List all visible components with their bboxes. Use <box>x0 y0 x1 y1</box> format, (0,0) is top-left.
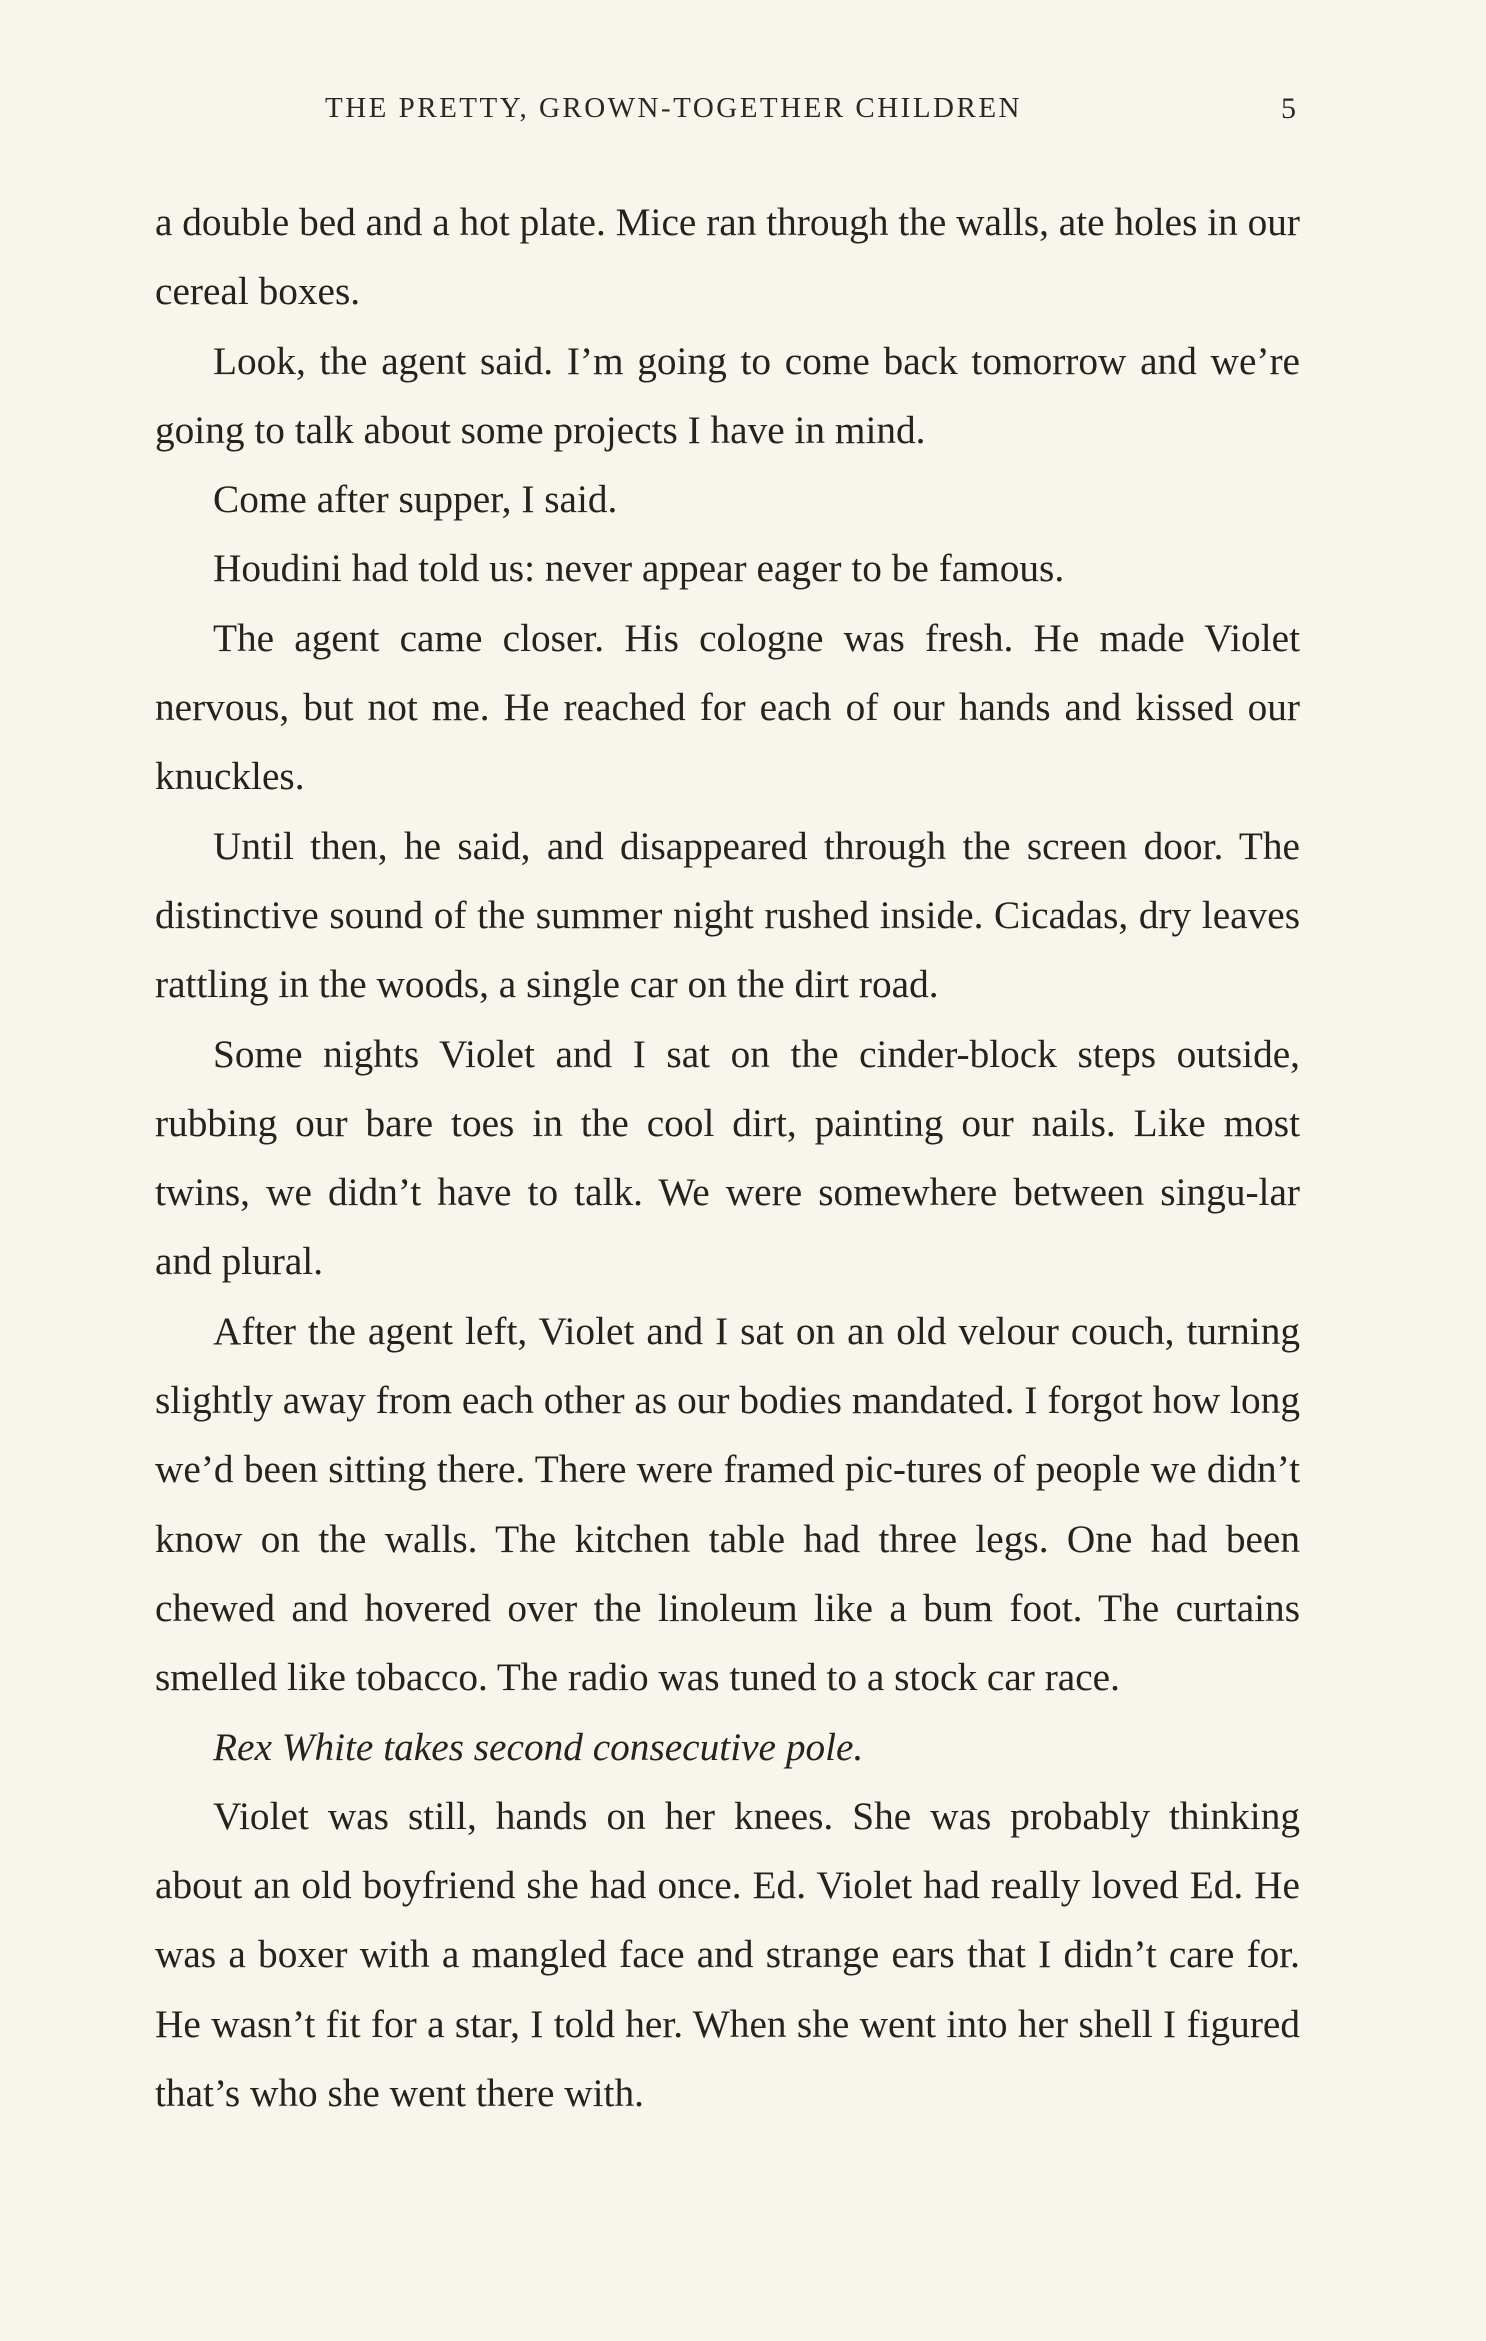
paragraph: Come after supper, I said. <box>213 477 618 522</box>
paragraph-continued: a double bed and a hot plate. Mice ran through the walls, ate holes in our cereal boxes. <box>155 200 1300 314</box>
paragraph: Until then, he said, and disappeared through the screen door. The distinctive sound of the summer night rushed inside. Cicadas, dry leaves rattling in the woods, a single car on the dirt road. <box>155 823 1300 1007</box>
paragraph: The agent came closer. His cologne was fresh. He made Violet nervous, but not me. He reached for each of our hands and kissed our knuckles. <box>155 615 1300 799</box>
running-header <box>155 92 1296 132</box>
page-number: 5 <box>1281 92 1296 125</box>
body-text <box>155 188 1300 2128</box>
paragraph: Violet was still, hands on her knees. She was probably thinking about an old boyfriend she had once. Ed. Violet had really loved Ed. He was a boxer with a mangled face and strange ears that I didn’t care for. He wasn’t fit for a star, I told her. When she went into her shell I figured that’s who she went there with. <box>155 1793 1300 2116</box>
paragraph: After the agent left, Violet and I sat on an old velour couch, turning slightly away from each other as our bodies mandated. I forgot how long we’d been sitting there. There were framed pic-tures of people we didn’t know on the walls. The kitchen table had three legs. One had been chewed and hovered over the linoleum like a bum foot. The curtains smelled like tobacco. The radio was tuned to a stock car race. <box>155 1308 1300 1700</box>
paragraph: Some nights Violet and I sat on the cinder-block steps outside, rubbing our bare toes in the cool dirt, painting our nails. Like most twins, we didn’t have to talk. We were somewhere between singu-lar and plural. <box>155 1031 1300 1284</box>
running-title: THE PRETTY, GROWN-TOGETHER CHILDREN <box>325 92 1022 124</box>
radio-quote: Rex White takes second consecutive pole. <box>213 1724 864 1769</box>
paragraph: Houdini had told us: never appear eager to be famous. <box>213 546 1065 591</box>
paragraph: Look, the agent said. I’m going to come back tomorrow and we’re going to talk about some projects I have in mind. <box>155 338 1300 452</box>
